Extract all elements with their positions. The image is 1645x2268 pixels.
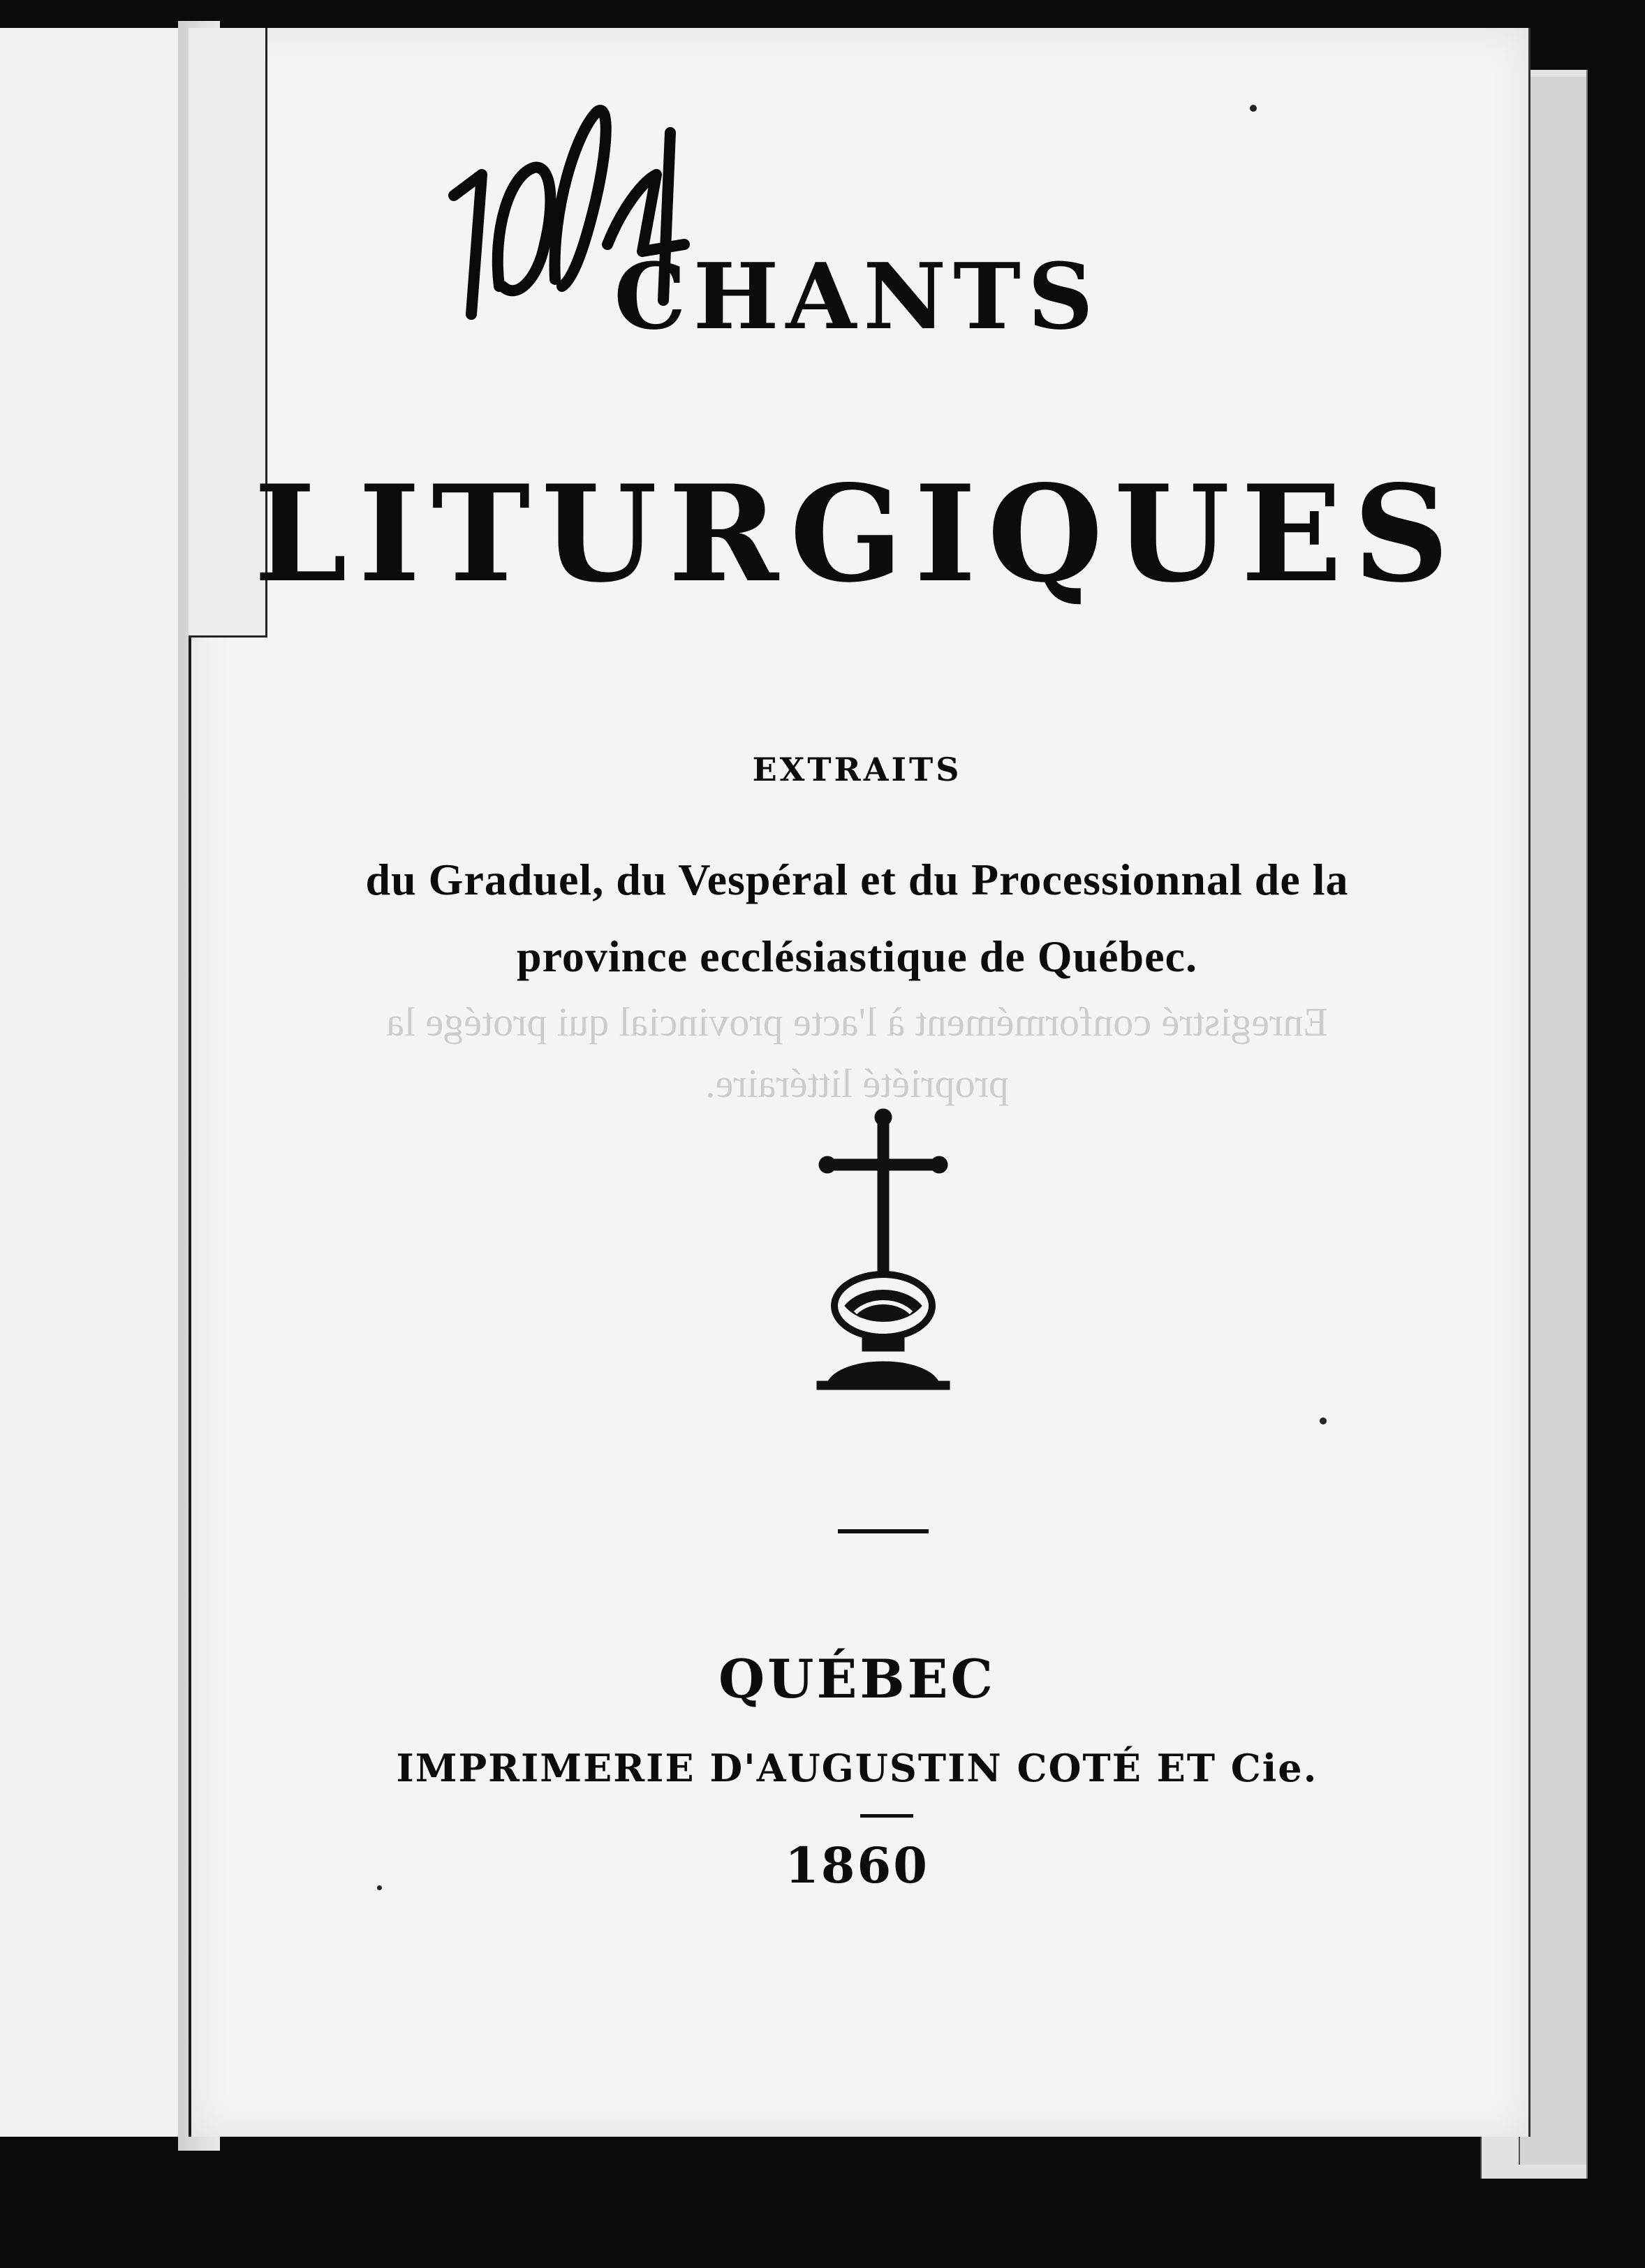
separator-rule-short (860, 1814, 913, 1818)
bleed-through-line-2: propriété littéraire. (705, 1061, 1009, 1106)
subtitle (189, 841, 1526, 995)
bleed-through-text (189, 992, 1526, 1114)
printer-imprint: IMPRIMERIE D'AUGUSTIN COTÉ ET Cie. (396, 1746, 1318, 1790)
subtitle-line-1: du Graduel, du Vespéral et du Processionnal de la (365, 855, 1349, 904)
ink-speck (377, 1885, 382, 1890)
previous-page (0, 28, 180, 2137)
extraits-heading: EXTRAITS (752, 751, 962, 788)
subtitle-line-2: province ecclésiastique de Québec. (517, 932, 1197, 981)
title-line-2: LITURGIQUES (253, 456, 1461, 612)
bleed-through-line-1: Enregistré conformément à l'acte provincial qui protége la (386, 999, 1328, 1045)
separator-rule (838, 1529, 929, 1533)
ink-speck (1250, 105, 1257, 112)
title-line-1: CHANTS (614, 243, 1100, 350)
cross-icon (813, 1103, 953, 1397)
publication-year: 1860 (785, 1836, 929, 1894)
ink-speck (1320, 1418, 1327, 1424)
place-of-publication: QUÉBEC (718, 1648, 996, 1710)
